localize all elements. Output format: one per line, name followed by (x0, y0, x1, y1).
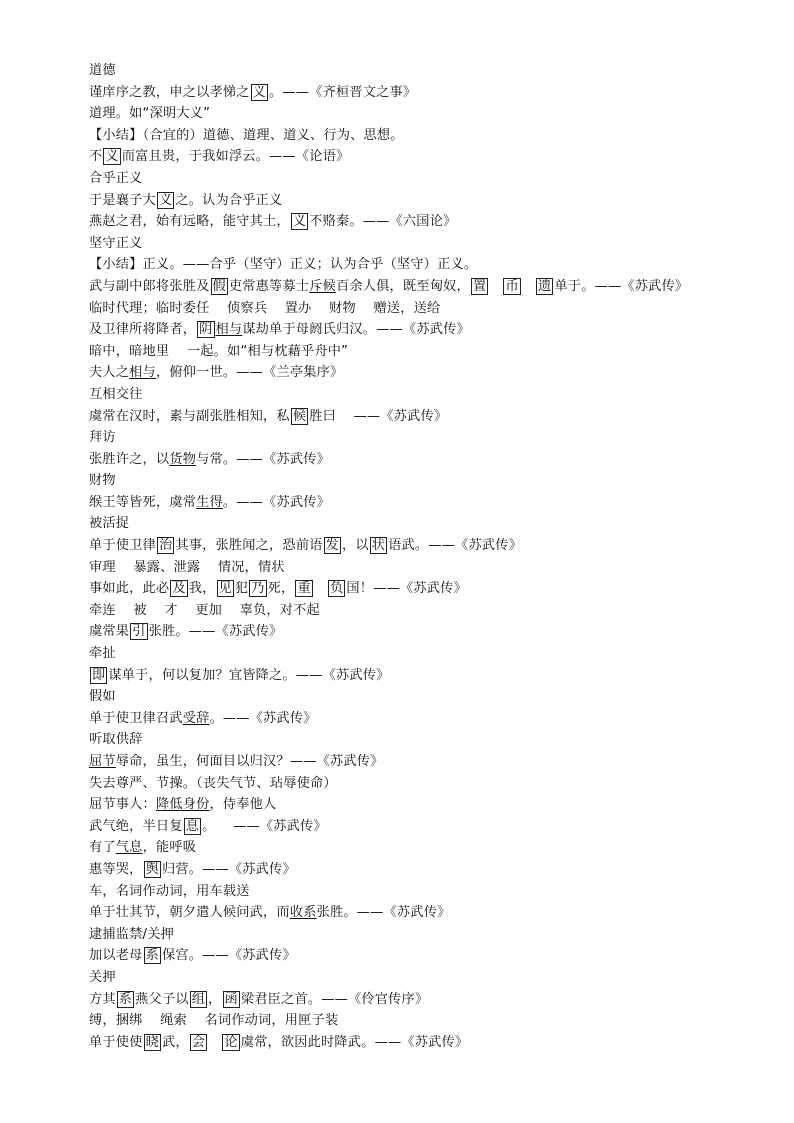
text-line (89, 146, 769, 168)
text-line (89, 406, 769, 428)
text-segment: 道德 (89, 63, 116, 78)
text-line (89, 708, 769, 730)
text-segment: 不 (89, 149, 103, 165)
text-line (89, 1010, 769, 1032)
text-segment: 有了 (89, 840, 116, 856)
boxed-keyword: 及 (172, 581, 186, 597)
text-segment: 合乎正义 (89, 170, 143, 186)
text-line (89, 427, 769, 449)
text-segment: 屈节事人： (89, 797, 156, 813)
document-body (89, 60, 769, 1053)
text-line (89, 492, 769, 514)
text-segment: 国！——《苏武传》 (346, 581, 467, 597)
boxed-keyword: 币 (505, 278, 519, 294)
boxed-keyword: 治 (158, 538, 173, 554)
text-segment: 单于使卫律 (89, 538, 156, 554)
text-segment: 拜访 (89, 430, 116, 446)
boxed-keyword: 见 (218, 581, 232, 597)
text-line (89, 341, 769, 363)
text-segment: 张胜。——《苏武传》 (148, 624, 283, 640)
text-segment: 我， (188, 581, 216, 597)
text-segment (522, 279, 535, 294)
text-segment (489, 279, 502, 294)
text-segment (314, 581, 327, 596)
text-segment: 惠等哭， (89, 861, 143, 877)
text-segment: 。——《齐桓晋文之事》 (269, 84, 417, 100)
text-line (89, 362, 769, 384)
boxed-keyword: 系 (118, 991, 133, 1007)
text-line (89, 686, 769, 708)
text-segment: 武， (161, 1034, 189, 1050)
underlined-phrase: 生得 (196, 494, 223, 510)
text-segment: 胜曰 ——《苏武传》 (309, 408, 448, 424)
text-line (89, 729, 769, 751)
text-segment: 假如 (89, 689, 116, 705)
text-segment: 辱命，虽生，何面目以归汉？——《苏武传》 (115, 754, 384, 769)
boxed-keyword: 晓 (145, 1034, 159, 1050)
text-segment: 坚守正义 (89, 235, 143, 251)
text-segment: 【小结】（合宜的）道德、道理、道义、行为、思想。 (89, 127, 404, 143)
text-segment: 及卫律所将降者， (89, 322, 197, 338)
text-line (89, 233, 769, 255)
text-line (89, 513, 769, 535)
boxed-keyword: 息 (185, 818, 200, 834)
text-line (89, 967, 769, 989)
text-segment: 逮捕监禁/关押 (89, 926, 174, 942)
text-segment: 于是襄子大 (89, 192, 156, 208)
text-line (89, 665, 769, 687)
text-segment: 关押 (89, 969, 116, 985)
boxed-keyword: 会 (191, 1034, 206, 1050)
text-segment: 谨庠序之教，申之以孝悌之 (89, 84, 250, 100)
boxed-keyword: 即 (92, 667, 106, 683)
text-segment: 夫人之 (89, 365, 130, 381)
text-segment: 归营。——《苏武传》 (161, 861, 296, 877)
text-line (89, 470, 769, 492)
text-segment: 道理。如“深明大义” (89, 106, 211, 122)
underlined-phrase: 收系 (289, 905, 317, 921)
text-segment: ，侍奉他人 (209, 797, 277, 813)
text-segment: 其事，张胜闻之，恐前语 (175, 538, 323, 554)
underlined-phrase: 货物 (169, 451, 197, 467)
text-line (89, 578, 769, 600)
text-segment: 单于使卫律召武 (89, 710, 183, 726)
text-segment: 方其 (89, 991, 116, 1007)
text-segment: 牵扯 (89, 646, 116, 662)
text-line (89, 1032, 769, 1054)
underlined-phrase: 气息 (115, 840, 143, 856)
text-line (89, 881, 769, 903)
text-line (89, 557, 769, 579)
text-segment: 暗中，暗地里 一起。如“相与枕藉乎舟中” (89, 343, 349, 359)
text-segment: 吏常惠等募士 (228, 278, 310, 294)
underlined-phrase: 相与 (129, 365, 156, 381)
text-segment: 死， (267, 581, 295, 597)
text-line (89, 794, 769, 816)
boxed-keyword: 论 (224, 1034, 238, 1050)
text-segment: 梁君臣之首。——《伶官传序》 (240, 991, 429, 1007)
text-segment: 之。认为合乎正义 (175, 192, 283, 208)
text-segment: 张胜许之，以 (89, 451, 170, 467)
underlined-phrase: 相与 (215, 322, 243, 338)
text-line (89, 276, 769, 298)
text-line (89, 384, 769, 406)
text-segment: 而富且贵，于我如浮云。——《论语》 (121, 149, 350, 165)
text-segment: 百余人俱，既至匈奴， (336, 278, 470, 294)
text-segment: 单于。——《苏武传》 (554, 278, 689, 294)
text-segment: 。 ——《苏武传》 (202, 818, 327, 834)
boxed-keyword: 假 (212, 278, 226, 294)
underlined-phrase: 屈节 (89, 754, 116, 769)
boxed-keyword: 系 (145, 948, 159, 964)
boxed-keyword: 引 (132, 624, 146, 640)
text-segment: ， (208, 991, 222, 1007)
text-segment: 互相交往 (89, 386, 143, 402)
text-line (89, 449, 769, 471)
boxed-keyword: 舆 (145, 861, 159, 877)
boxed-keyword: 义 (252, 84, 267, 100)
boxed-keyword: 遗 (538, 278, 552, 294)
text-segment: 单于使使 (89, 1034, 143, 1050)
text-line (89, 859, 769, 881)
text-line (89, 60, 769, 82)
text-line (89, 989, 769, 1011)
text-segment: 不赂秦。——《六国论》 (309, 214, 457, 230)
text-segment: 谋单于，何以复加？宜皆降之。——《苏武传》 (108, 667, 390, 683)
underlined-phrase: 受辞 (182, 710, 210, 726)
text-segment: 【小结】正义。——合乎（坚守）正义；认为合乎（坚守）正义。 (89, 257, 478, 273)
text-segment: 。——《苏武传》 (209, 710, 317, 726)
text-segment: 与常。——《苏武传》 (196, 451, 330, 467)
text-segment: 听取供辞 (89, 732, 143, 748)
boxed-keyword: 函 (224, 991, 238, 1007)
text-segment: 被活捉 (89, 516, 130, 532)
text-segment: 事如此，此必 (89, 581, 170, 597)
boxed-keyword: 置 (472, 278, 487, 294)
text-segment: 保宫。——《苏武传》 (161, 948, 296, 964)
text-segment (208, 1035, 221, 1050)
text-line (89, 168, 769, 190)
text-segment: 谋劫单于母阏氏归汉。——《苏武传》 (242, 322, 470, 338)
text-line (89, 621, 769, 643)
text-segment: 车，名词作动词，用车载送 (89, 883, 250, 899)
text-line (89, 298, 769, 320)
text-segment: 虞常，欲因此时降武。——《苏武传》 (240, 1034, 469, 1050)
text-segment: 失去尊严、节操。（丧失气节、玷辱使命） (89, 775, 337, 791)
text-line (89, 600, 769, 622)
text-line (89, 125, 769, 147)
text-segment: ，能呼吸 (142, 840, 197, 856)
text-segment: 单于壮其节，朝夕遣人候问武，而 (89, 905, 290, 921)
text-line (89, 751, 769, 773)
text-line (89, 837, 769, 859)
text-segment: 燕赵之君，始有远略，能守其土， (89, 214, 290, 230)
underlined-phrase: 斥候 (309, 278, 336, 294)
text-segment: 财物 (89, 473, 116, 489)
boxed-keyword: 乃 (251, 581, 265, 597)
text-line (89, 319, 769, 341)
text-line (89, 902, 769, 924)
text-line (89, 535, 769, 557)
text-segment: 武气绝，半日复 (89, 818, 183, 834)
text-segment: 。——《苏武传》 (222, 494, 330, 510)
text-line (89, 945, 769, 967)
text-segment: ，以 (341, 538, 369, 554)
text-segment: 审理 暴露、泄露 情况，情状 (89, 559, 285, 575)
text-line (89, 82, 769, 104)
text-segment: 语武。——《苏武传》 (388, 538, 523, 554)
text-segment: 缑王等皆死，虞常 (89, 494, 197, 510)
text-line (89, 103, 769, 125)
underlined-phrase: 降低身份 (155, 797, 210, 813)
text-line (89, 773, 769, 795)
text-line (89, 211, 769, 233)
boxed-keyword: 负 (330, 581, 344, 597)
text-line (89, 643, 769, 665)
boxed-keyword: 义 (292, 214, 307, 230)
text-segment: 虞常在汉时，素与副张胜相知，私 (89, 408, 290, 424)
text-line (89, 254, 769, 276)
text-segment: 临时代理；临时委任 侦察兵 置办 财物 赠送，送给 (89, 300, 441, 316)
text-segment: 牵连 被 才 更加 辜负，对不起 (89, 602, 320, 618)
boxed-keyword: 重 (297, 581, 311, 597)
text-line (89, 190, 769, 212)
text-segment: 缚，捆绑 绳索 名词作动词，用匣子装 (89, 1013, 339, 1029)
boxed-keyword: 发 (325, 538, 339, 554)
text-segment: 张胜。——《苏武传》 (316, 905, 451, 921)
text-segment: 虞常果 (89, 624, 130, 640)
text-line (89, 816, 769, 838)
boxed-keyword: 候 (292, 408, 307, 424)
text-segment: 燕父子以 (135, 991, 189, 1007)
boxed-keyword: 状 (371, 538, 386, 554)
boxed-keyword: 义 (105, 149, 119, 165)
boxed-keyword: 组 (191, 991, 206, 1007)
text-segment: 加以老母 (89, 948, 143, 964)
text-line (89, 924, 769, 946)
text-segment: 犯 (234, 581, 249, 597)
boxed-keyword: 阴 (199, 322, 213, 338)
boxed-keyword: 义 (158, 192, 173, 208)
text-segment: ，俯仰一世。——《兰亭集序》 (155, 365, 344, 381)
text-segment: 武与副中郎将张胜及 (89, 278, 210, 294)
